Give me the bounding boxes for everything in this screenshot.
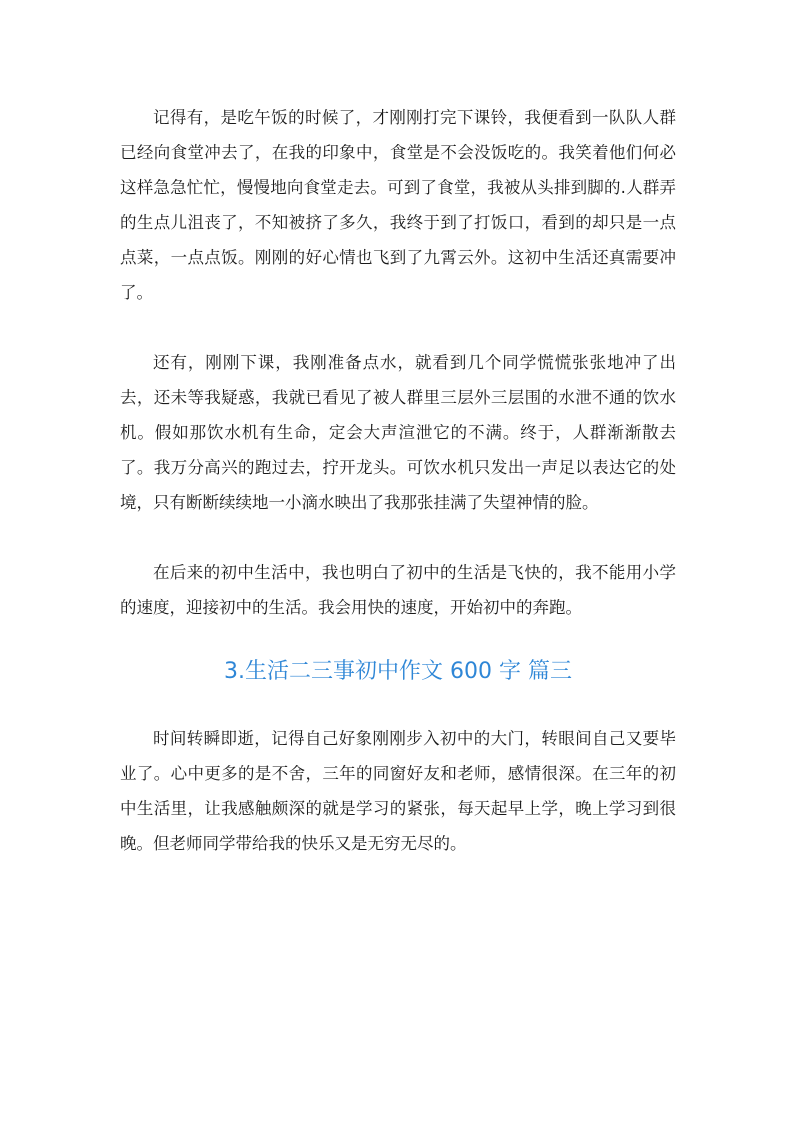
paragraph-graduation: 时间转瞬即逝，记得自己好象刚刚步入初中的大门，转眼间自己又要毕业了。心中更多的是不舍，三年的同窗好友和老师，感情很深。在三年的初中生活里，让我感触颇深的就是学习的紧张，每天起早上学，晚上学习到很晚。但老师同学带给我的快乐又是无穷无尽的。 bbox=[120, 729, 676, 853]
paragraph-water-dispenser: 还有，刚刚下课，我刚准备点水，就看到几个同学慌慌张张地冲了出去，还未等我疑惑，我就已看见了被人群里三层外三层围的水泄不通的饮水机。假如那饮水机有生命，定会大声渲泄它的不满。终于，人群渐渐散去了。我万分高兴的跑过去，拧开龙头。可饮水机只发出一声足以表达它的处境，只有断断续续地一小滴水映出了我那张挂满了失望神情的脸。 bbox=[120, 353, 676, 512]
paragraph-conclusion: 在后来的初中生活中，我也明白了初中的生活是飞快的，我不能用小学的速度，迎接初中的生活。我会用快的速度，开始初中的奔跑。 bbox=[120, 563, 676, 617]
document-body bbox=[120, 100, 676, 861]
paragraph-lunch: 记得有，是吃午饭的时候了，才刚刚打完下课铃，我便看到一队队人群已经向食堂冲去了，在我的印象中，食堂是不会没饭吃的。我笑着他们何必这样急急忙忙，慢慢地向食堂走去。可到了食堂，我被从头排到脚的.人群弄的生点儿沮丧了，不知被挤了多久，我终于到了打饭口，看到的却只是一点点菜，一点点饭。刚刚的好心情也飞到了九霄云外。这初中生活还真需要冲了。 bbox=[120, 108, 676, 302]
section-title: 3.生活二三事初中作文 600 字 篇三 bbox=[224, 659, 572, 684]
